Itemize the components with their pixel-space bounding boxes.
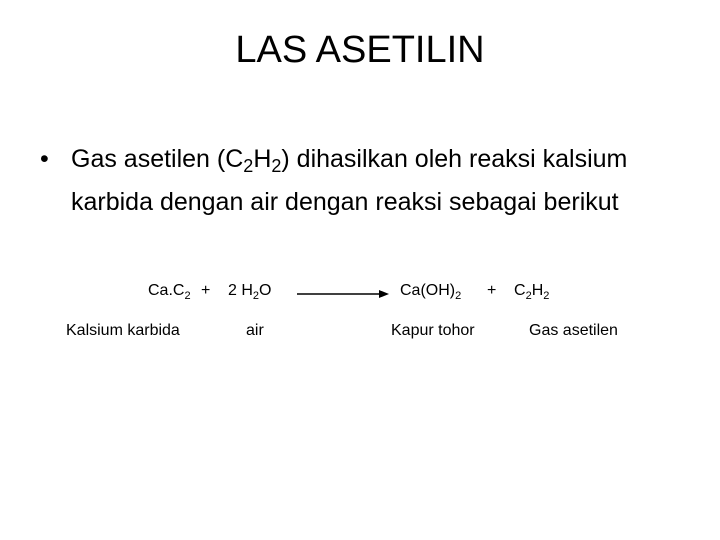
bullet-text [71,138,680,224]
bullet-text-sub2: 2 [271,156,282,177]
plus-sign-right: + [487,282,497,299]
bullet-item [40,138,680,224]
slide-title: LAS ASETILIN [235,29,485,71]
reactant-cac2-sub: 2 [184,290,191,302]
product-c2h2-b: H [531,282,544,299]
reactant-water [228,281,271,301]
plus-sign-left: + [201,282,211,299]
bullet-dot: • [40,145,49,173]
label-kalsium-karbida: Kalsium karbida [66,322,180,339]
reaction-arrow-icon [297,284,389,300]
product-caoh2-base: Ca(OH) [400,282,456,299]
product-c2h2-sub1: 2 [525,290,532,302]
bullet-text-mid: H [253,145,272,173]
label-kapur-tohor: Kapur tohor [391,322,475,339]
product-c2h2 [514,281,549,301]
reactant-water-post: O [259,282,272,299]
reactant-cac2 [148,281,191,301]
reactant-water-sub: 2 [252,290,260,302]
product-c2h2-sub2: 2 [543,290,550,302]
bullet-text-post: ) dihasilkan oleh reaksi kalsium karbida dengan air dengan reaksi sebagai berikut [71,145,628,216]
label-air: air [246,322,264,339]
product-caoh2 [400,281,461,301]
bullet-text-sub1: 2 [243,156,254,177]
bullet-text-pre: Gas asetilen (C [71,145,244,173]
product-c2h2-a: C [514,282,526,299]
reactant-water-pre: 2 H [228,282,253,299]
product-caoh2-sub: 2 [455,290,462,302]
label-gas-asetilen: Gas asetilen [529,322,618,339]
reactant-cac2-base: Ca.C [148,282,185,299]
